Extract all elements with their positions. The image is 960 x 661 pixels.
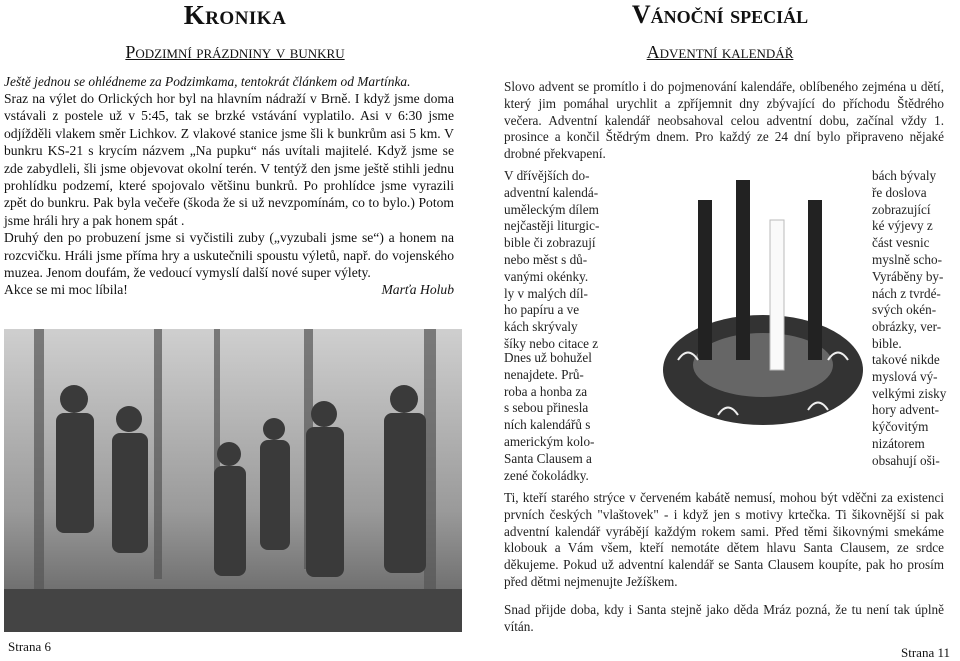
right-page — [480, 0, 960, 661]
closing-text: Akce se mi moc líbila! — [4, 282, 128, 298]
article-title: Podzimní prázdniny v bunkru — [125, 42, 345, 62]
paragraph: Sraz na výlet do Orlických hor byl na hlavním nádraží v Brně. I když jsme doma vstávali z postele už v 5:45, tak se brzké vstávání vyplatilo. Asi v 6:30 jsme odjížděli vlakem směr Lichkov. Z vlakové stanice jsme šli k bunkrům asi 5 km. V bunkru KS-21 s krycím názvem „Na pupku“ nás uvítali majitelé. Když jsme se zde zabydleli, šli jsme objevovat okolní terén. V tentýž den jsme ještě stihli jednu prohlídku podzemí, které spojovalo většinu bunkrů. Po prohlídce jsme vyrazili zpět do bunkru. Pak byla večeře (škoda že si už nevzpomínám, co to bylo.) Potom jsme hráli hry a pak honem spát . — [4, 91, 454, 228]
signature-line — [4, 281, 454, 298]
article-body — [4, 88, 454, 299]
author-name: Marťa Holub — [381, 282, 454, 298]
wrap-text-right-top: bách bývaly ře doslova zobrazující ké výjevy z část vesnic myslně scho- Vyráběny by- nách z tvrdé- svých okén- obrázky, ver- bible. — [872, 168, 944, 351]
page-number: Strana 6 — [8, 639, 51, 654]
wrap-text-left-bottom: Dnes už bohužel nenajdete. Prů- roba a honba za s sebou přinesla ních kalendářů s americkým kolo- Santa Clausem a zené čokoládky. — [504, 350, 595, 483]
wrap-text-right-bottom: takové nikde myslová vý- velkými zisky hory advent- kýčovitým nizátorem obsahují oši- — [872, 352, 947, 468]
paragraph: Snad přijde doba, kdy i Santa stejně jako děda Mráz pozná, že tu není tak úplně vítán. — [504, 602, 944, 634]
forest-group-photo — [4, 329, 462, 632]
page-number: Strana 11 — [901, 645, 950, 660]
page-title: Kronika — [183, 0, 287, 30]
paragraph: Ti, kteří starého strýce v červeném kabátě nemusí, mohou být vděčni za existenci prvních českých "vlaštovek" - i když jen s motivy krtečka. Ti šikovnější si pak adventní kalendář vyrábějí každým rokem sami. Před těmi šikovnými smekáme klobouk a Vám všem, kteří nemotáte dětem hlavu Santa Clausem, ze srdce děkujeme. Pokud už adventní kalendář se Santa Clausem koupíte, pak ho prosím před dětmi nejmenujte Ježíškem. — [504, 490, 944, 589]
page-title: Vánoční speciál — [631, 0, 809, 29]
paragraph: Druhý den po probuzení jsme si vyčistili zuby („vyzubali jsme se“) a honem na rozcvičku. Hráli jsme příma hry a uskutečnili spoustu výletů, např. do vojenského muzea. Jenom doufám, že vedoucí vymyslí další nové super výlety. — [4, 230, 454, 281]
article-title: Adventní kalendář — [646, 42, 794, 62]
wrap-text-left-top: V dřívějších do- adventní kalendá- uměleckým dílem nejčastěji liturgic- bible či zobrazují nebo měst s dů- vanými okénky. ly v malých díl- ho papíru a ve kách skrývaly šíky nebo citace z — [504, 168, 600, 351]
intro-paragraph: Slovo advent se promítlo i do pojmenování kalendáře, oblíbeného zejména u dětí, který jim pomáhal urychlit a zpříjemnit dny zbývající do příchodu Štědrého večera. Adventní kalendář neobsahoval celou adventní dobu, začínal vždy 1. prosince a končil Štědrým dnem. Pro každý ze 24 dní bylo připraveno nějaké drobné překvapení. — [504, 79, 944, 162]
left-page — [0, 0, 470, 661]
article-lead: Ještě jednou se ohlédneme za Podzimkama, tentokrát článkem od Martínka. — [4, 74, 411, 89]
advent-wreath-image — [658, 170, 868, 470]
